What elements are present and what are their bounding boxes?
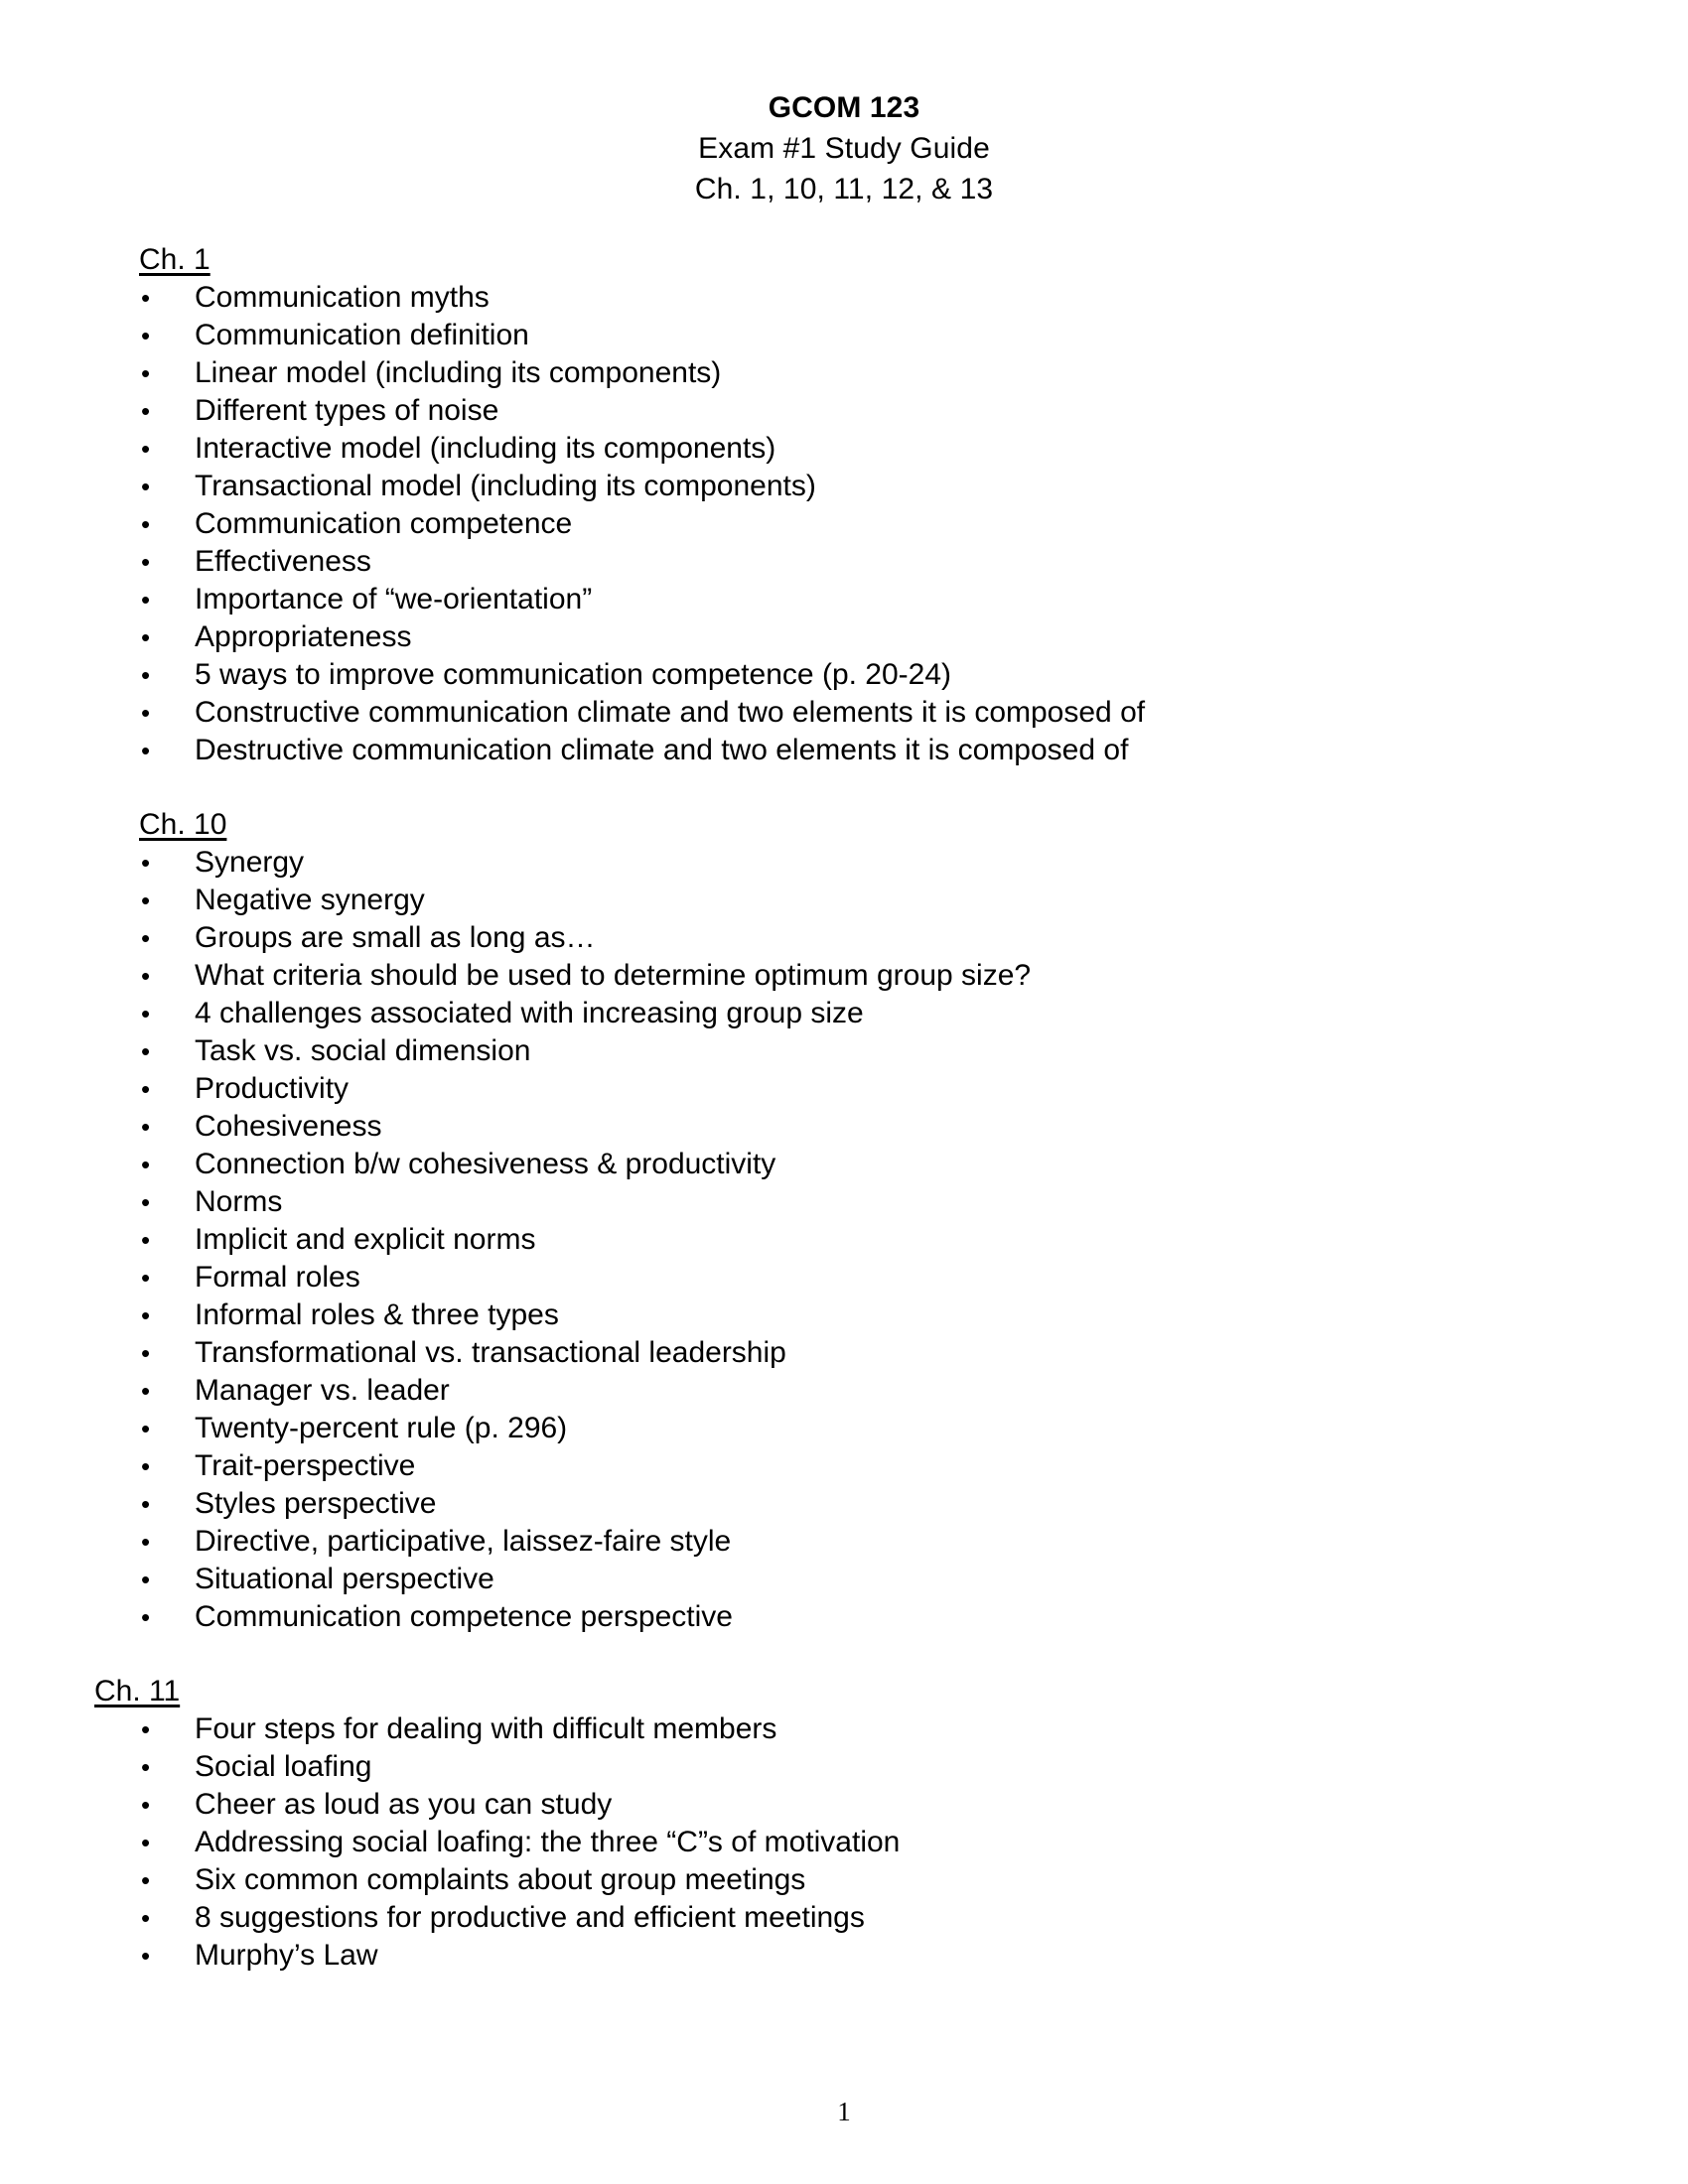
list-item (0, 581, 1688, 618)
bullet-icon: • (141, 1941, 151, 1971)
list-item (0, 1070, 1688, 1108)
bullet-icon: • (141, 622, 151, 652)
list-item-label: Appropriateness (195, 620, 412, 653)
section-spacer (0, 1636, 1688, 1673)
section-ch-11 (0, 1673, 1688, 1975)
list-item-label: Communication definition (195, 319, 529, 351)
bullet-icon: • (141, 1263, 151, 1293)
list-item-label: Cohesiveness (195, 1110, 382, 1143)
list-item-label: 8 suggestions for productive and efficient meetings (195, 1901, 865, 1934)
list-item (0, 1146, 1688, 1183)
list-item (0, 1485, 1688, 1523)
bullet-icon: • (141, 1074, 151, 1104)
bullet-icon: • (141, 547, 151, 577)
list-item-label: Connection b/w cohesiveness & productivity (195, 1148, 776, 1180)
bullet-icon: • (141, 1565, 151, 1594)
list-item-label: Transactional model (including its components) (195, 470, 816, 502)
list-item-label: Manager vs. leader (195, 1374, 450, 1407)
list-item (0, 505, 1688, 543)
list-item-label: 5 ways to improve communication competence (p. 20-24) (195, 658, 952, 691)
bullet-icon: • (141, 1828, 151, 1857)
list-item (0, 694, 1688, 732)
list-item-label: Social loafing (195, 1750, 372, 1783)
section-ch-10 (0, 806, 1688, 1636)
list-item (0, 279, 1688, 317)
list-item-label: Six common complaints about group meetings (195, 1863, 806, 1896)
section-heading-ch-11: Ch. 11 (94, 1675, 181, 1707)
bullet-icon: • (141, 1451, 151, 1481)
bullet-icon: • (141, 923, 151, 953)
list-item-label: What criteria should be used to determine optimum group size? (195, 959, 1032, 992)
list-item-label: Addressing social loafing: the three “C”s of motivation (195, 1826, 901, 1858)
bullet-icon: • (141, 1300, 151, 1330)
list-item (0, 1108, 1688, 1146)
bullet-icon: • (141, 1752, 151, 1782)
bullet-icon: • (141, 1338, 151, 1368)
bullet-list-ch-1 (0, 279, 1688, 769)
list-item (0, 1410, 1688, 1447)
list-item-label: Constructive communication climate and two elements it is composed of (195, 696, 1146, 729)
list-item (0, 882, 1688, 919)
list-item (0, 1710, 1688, 1748)
document-title-line-1: GCOM 123 (768, 91, 920, 124)
list-item (0, 732, 1688, 769)
bullet-icon: • (141, 999, 151, 1028)
bullet-icon: • (141, 1527, 151, 1557)
list-item (0, 1748, 1688, 1786)
bullet-icon: • (141, 1903, 151, 1933)
list-item (0, 1561, 1688, 1598)
list-item (0, 543, 1688, 581)
list-item-label: Productivity (195, 1072, 350, 1105)
list-item (0, 844, 1688, 882)
bullet-icon: • (141, 1865, 151, 1895)
bullet-icon: • (141, 1376, 151, 1406)
bullet-icon: • (141, 736, 151, 765)
list-item-label: Communication myths (195, 281, 490, 314)
list-item (0, 1221, 1688, 1259)
list-item-label: Task vs. social dimension (195, 1034, 531, 1067)
section-spacer (0, 769, 1688, 806)
document-title-line-3: Ch. 1, 10, 11, 12, & 13 (694, 173, 994, 205)
list-item-label: Norms (195, 1185, 283, 1218)
list-item (0, 1259, 1688, 1297)
list-item (0, 1824, 1688, 1861)
bullet-icon: • (141, 1187, 151, 1217)
list-item (0, 618, 1688, 656)
list-item-label: Directive, participative, laissez-faire style (195, 1525, 732, 1558)
list-item (0, 1297, 1688, 1334)
bullet-icon: • (141, 1150, 151, 1179)
list-item (0, 1032, 1688, 1070)
bullet-icon: • (141, 472, 151, 501)
bullet-icon: • (141, 283, 151, 313)
bullet-icon: • (141, 434, 151, 464)
list-item-label: Informal roles & three types (195, 1298, 559, 1331)
bullet-icon: • (141, 358, 151, 388)
list-item-label: Murphy’s Law (195, 1939, 378, 1972)
list-item-label: Communication competence perspective (195, 1600, 733, 1633)
list-item (0, 1334, 1688, 1372)
page-number: 1 (837, 2097, 851, 2126)
bullet-icon: • (141, 1489, 151, 1519)
bullet-icon: • (141, 1036, 151, 1066)
bullet-icon: • (141, 660, 151, 690)
list-item-label: Formal roles (195, 1261, 360, 1294)
list-item-label: Cheer as loud as you can study (195, 1788, 613, 1821)
list-item (0, 1523, 1688, 1561)
section-heading-ch-10: Ch. 10 (139, 808, 227, 841)
bullet-icon: • (141, 961, 151, 991)
list-item-label: Styles perspective (195, 1487, 437, 1520)
list-item (0, 995, 1688, 1032)
list-item-label: Four steps for dealing with difficult members (195, 1712, 777, 1745)
list-item-label: Communication competence (195, 507, 573, 540)
list-item (0, 1372, 1688, 1410)
list-item (0, 392, 1688, 430)
list-item (0, 354, 1688, 392)
bullet-icon: • (141, 1112, 151, 1142)
list-item-label: Linear model (including its components) (195, 356, 722, 389)
list-item (0, 1899, 1688, 1937)
list-item-label: Groups are small as long as… (195, 921, 596, 954)
bullet-icon: • (141, 321, 151, 350)
bullet-icon: • (141, 886, 151, 915)
list-item-label: Synergy (195, 846, 305, 879)
document-body (0, 241, 1688, 1975)
list-item-label: Implicit and explicit norms (195, 1223, 536, 1256)
document-title-line-2: Exam #1 Study Guide (698, 132, 990, 165)
list-item-label: Negative synergy (195, 884, 425, 916)
list-item (0, 317, 1688, 354)
bullet-icon: • (141, 1602, 151, 1632)
list-item (0, 1183, 1688, 1221)
list-item-label: Trait-perspective (195, 1449, 416, 1482)
list-item (0, 1937, 1688, 1975)
list-item (0, 1786, 1688, 1824)
list-item (0, 656, 1688, 694)
list-item-label: Importance of “we-orientation” (195, 583, 593, 615)
bullet-list-ch-10 (0, 844, 1688, 1636)
document-title-block (0, 87, 1688, 209)
list-item (0, 1598, 1688, 1636)
bullet-icon: • (141, 1414, 151, 1443)
list-item (0, 1861, 1688, 1899)
section-heading-ch-1: Ch. 1 (139, 243, 211, 276)
bullet-icon: • (141, 509, 151, 539)
list-item-label: Situational perspective (195, 1563, 494, 1595)
bullet-icon: • (141, 585, 151, 614)
bullet-icon: • (141, 1714, 151, 1744)
bullet-icon: • (141, 698, 151, 728)
list-item-label: Effectiveness (195, 545, 371, 578)
list-item-label: Transformational vs. transactional leadership (195, 1336, 786, 1369)
list-item-label: Different types of noise (195, 394, 499, 427)
list-item-label: Destructive communication climate and two elements it is composed of (195, 734, 1129, 766)
list-item (0, 1447, 1688, 1485)
list-item-label: 4 challenges associated with increasing group size (195, 997, 864, 1029)
bullet-icon: • (141, 396, 151, 426)
list-item (0, 957, 1688, 995)
list-item (0, 430, 1688, 468)
list-item (0, 468, 1688, 505)
bullet-icon: • (141, 1790, 151, 1820)
list-item (0, 919, 1688, 957)
list-item-label: Interactive model (including its components) (195, 432, 776, 465)
section-ch-1 (0, 241, 1688, 769)
list-item-label: Twenty-percent rule (p. 296) (195, 1412, 568, 1444)
bullet-icon: • (141, 1225, 151, 1255)
bullet-icon: • (141, 848, 151, 878)
bullet-list-ch-11 (0, 1710, 1688, 1975)
